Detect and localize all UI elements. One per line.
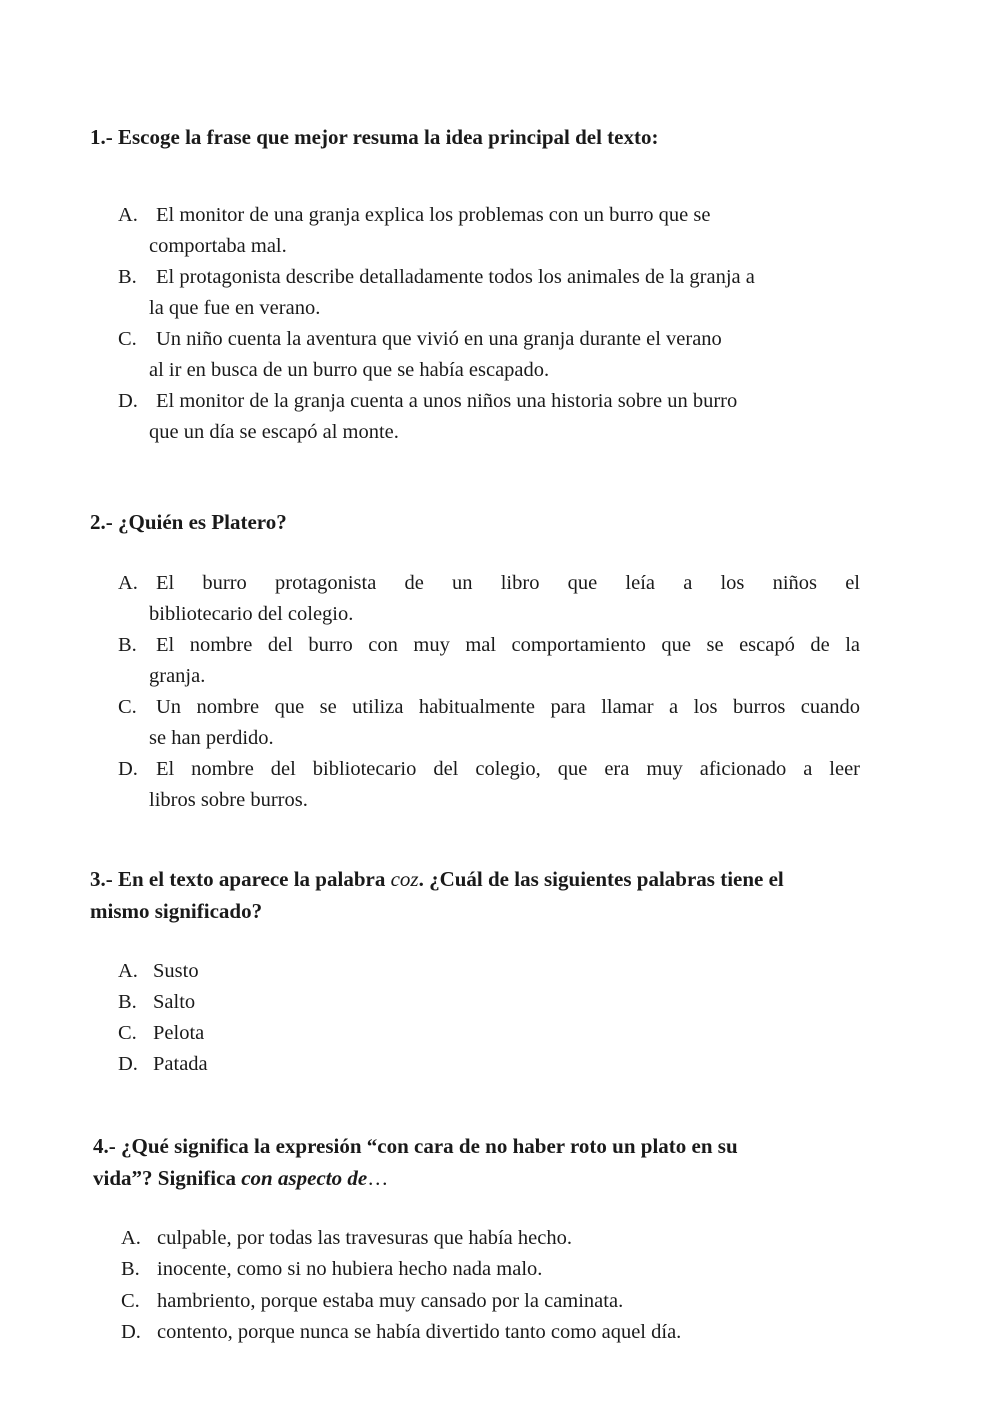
option-letter: B. <box>118 266 137 288</box>
option-text: hambriento, porque estaba muy cansado por la caminata. <box>157 1290 624 1312</box>
option-text-cont: bibliotecario del colegio. <box>149 603 354 625</box>
option-text: contento, porque nunca se había divertido tanto como aquel día. <box>157 1321 682 1343</box>
option-letter: A. <box>118 204 138 226</box>
option-text-cont: comportaba mal. <box>149 235 287 257</box>
option-letter: B. <box>118 991 137 1013</box>
option-letter: A. <box>118 960 138 982</box>
option-text: El nombre del bibliotecario del colegio, que era muy aficionado a leer <box>156 758 860 780</box>
option-letter: D. <box>118 390 138 412</box>
option-text: El protagonista describe detalladamente todos los animales de la granja a <box>156 266 755 288</box>
q2-option-b[interactable] <box>118 630 860 692</box>
question-4-title <box>93 1130 873 1194</box>
option-text: Pelota <box>153 1022 205 1044</box>
q2-option-d[interactable] <box>118 754 860 816</box>
option-letter: C. <box>118 1022 137 1044</box>
option-letter: A. <box>121 1227 141 1249</box>
option-letter: D. <box>118 1053 138 1075</box>
option-letter: C. <box>118 696 137 718</box>
option-letter: D. <box>118 758 138 780</box>
option-text-cont: se han perdido. <box>149 727 274 749</box>
question-2-title: 2.- ¿Quién es Platero? <box>90 510 287 534</box>
option-text: inocente, como si no hubiera hecho nada malo. <box>157 1258 543 1280</box>
option-text: Un niño cuenta la aventura que vivió en una granja durante el verano <box>156 328 722 350</box>
question-3-title <box>90 863 870 927</box>
q1-option-d[interactable] <box>118 386 858 448</box>
q3-option-d[interactable] <box>118 1049 208 1080</box>
q3-title-line2: mismo significado? <box>90 899 263 923</box>
option-text: El monitor de una granja explica los problemas con un burro que se <box>156 204 711 226</box>
q3-title-word: coz <box>390 867 419 891</box>
option-letter: B. <box>121 1258 140 1280</box>
q4-option-a[interactable] <box>121 1223 572 1254</box>
option-text: El monitor de la granja cuenta a unos niños una historia sobre un burro <box>156 390 738 412</box>
option-letter: C. <box>121 1290 140 1312</box>
q3-title-post: . ¿Cuál de las siguientes palabras tiene el <box>418 867 784 891</box>
option-text: Susto <box>153 960 199 982</box>
option-text-cont: que un día se escapó al monte. <box>149 421 399 443</box>
option-letter: D. <box>121 1321 141 1343</box>
q1-option-c[interactable] <box>118 324 858 386</box>
option-text-cont: al ir en busca de un burro que se había escapado. <box>149 359 550 381</box>
q2-option-c[interactable] <box>118 692 860 754</box>
q4-title-pre: vida”? Significa <box>93 1166 242 1190</box>
option-text: Salto <box>153 991 196 1013</box>
option-text: El nombre del burro con muy mal comportamiento que se escapó de la <box>156 634 860 656</box>
q4-title-line1: 4.- ¿Qué significa la expresión “con cara de no haber roto un plato en su <box>93 1134 738 1158</box>
q4-option-c[interactable] <box>121 1286 623 1317</box>
q3-option-a[interactable] <box>118 956 199 987</box>
q3-option-b[interactable] <box>118 987 195 1018</box>
q4-option-d[interactable] <box>121 1317 681 1348</box>
q4-title-italic: con aspecto de <box>241 1166 368 1190</box>
option-text-cont: libros sobre burros. <box>149 789 308 811</box>
q1-option-a[interactable] <box>118 200 840 262</box>
q2-option-a[interactable] <box>118 568 860 630</box>
option-text: Un nombre que se utiliza habitualmente para llamar a los burros cuando <box>156 696 860 718</box>
option-text-cont: la que fue en verano. <box>149 297 321 319</box>
option-text: culpable, por todas las travesuras que había hecho. <box>157 1227 572 1249</box>
q1-option-b[interactable] <box>118 262 858 324</box>
q4-option-b[interactable] <box>121 1254 542 1285</box>
option-text: Patada <box>153 1053 208 1075</box>
option-letter: B. <box>118 634 137 656</box>
option-letter: A. <box>118 572 138 594</box>
q4-title-ellipsis: … <box>367 1166 389 1190</box>
q3-option-c[interactable] <box>118 1018 204 1049</box>
option-text: El burro protagonista de un libro que leía a los niños el <box>156 572 860 594</box>
option-letter: C. <box>118 328 137 350</box>
question-1-title: 1.- Escoge la frase que mejor resuma la idea principal del texto: <box>90 125 659 149</box>
option-text-cont: granja. <box>149 665 206 687</box>
q3-title-pre: 3.- En el texto aparece la palabra <box>90 867 391 891</box>
